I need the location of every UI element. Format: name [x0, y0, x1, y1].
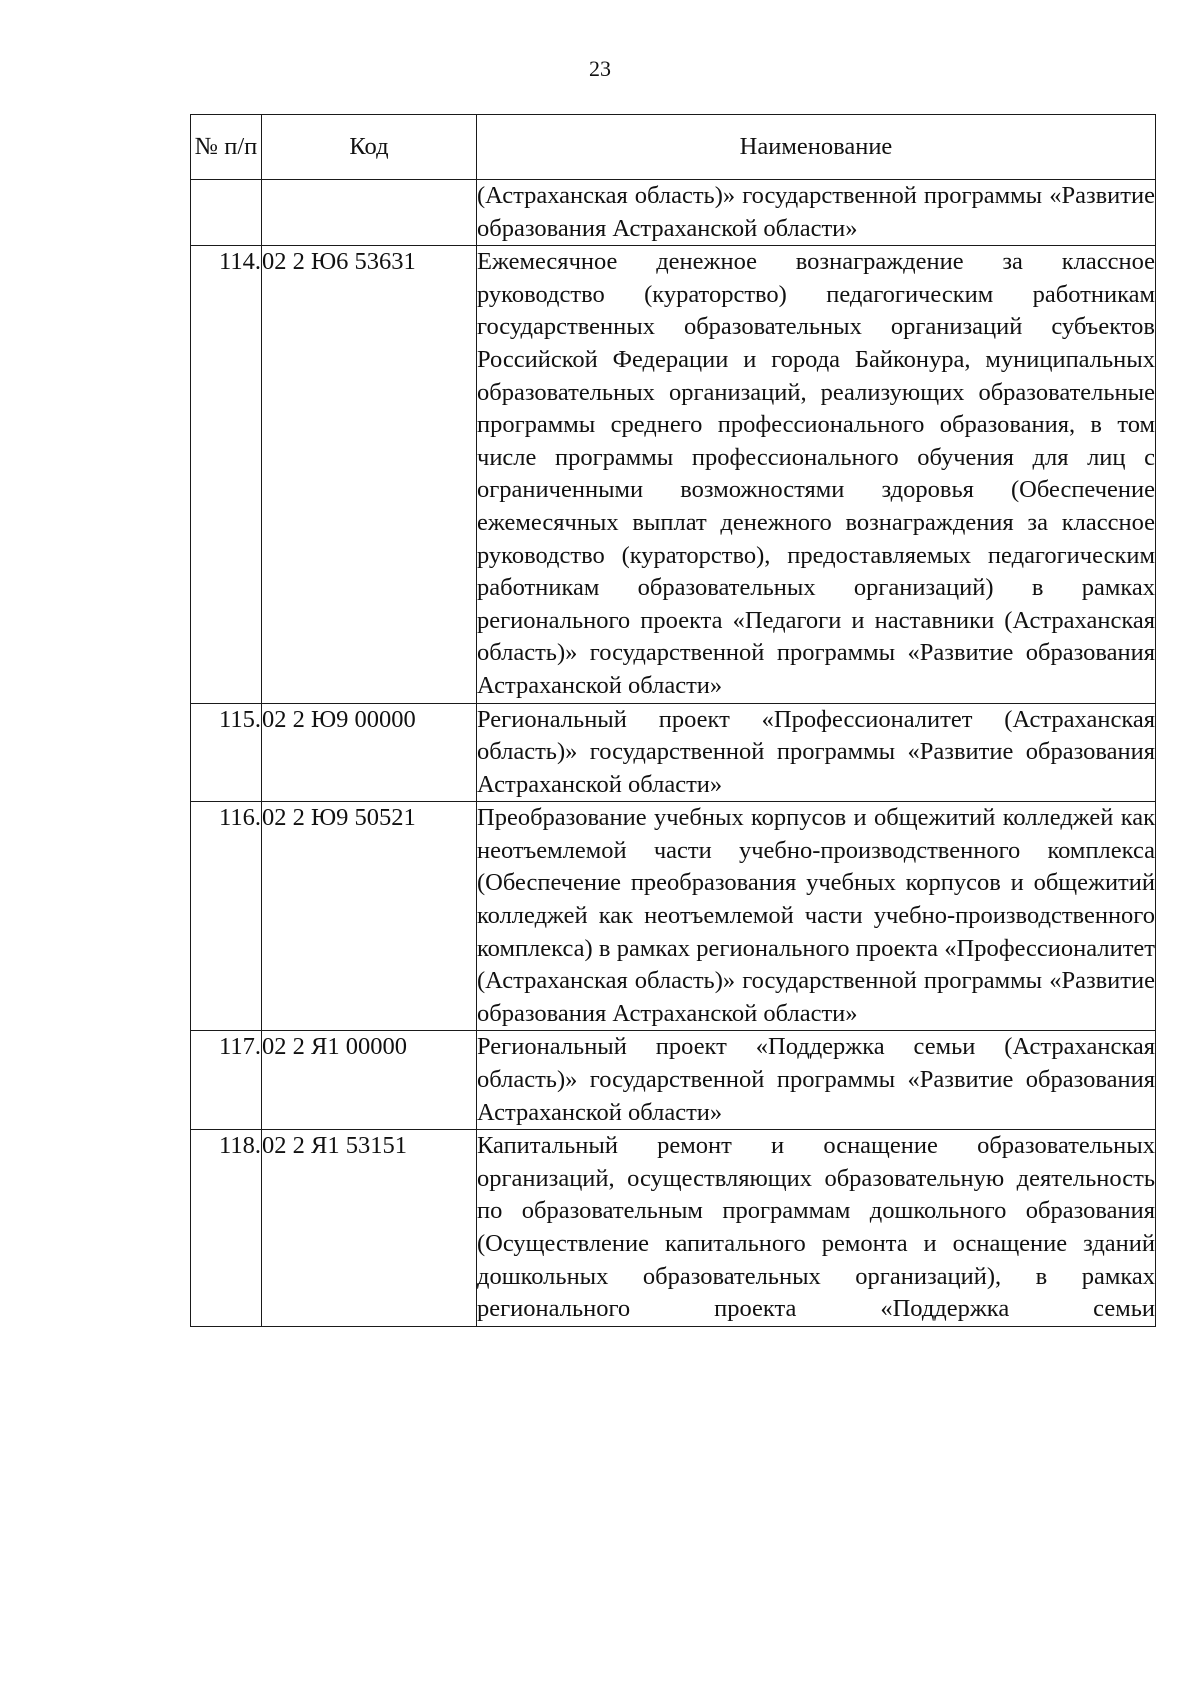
row-num [191, 180, 262, 246]
row-name: Преобразование учебных корпусов и общежитий колледжей как неотъемлемой части учебно-производственного комплекса (Обеспечение преобразования учебных корпусов и общежитий колледжей как неотъемлемой части учебно-производственного комплекса) в рамках регионального проекта «Профессионалитет (Астраханская область)» государственной программы «Развитие образования Астраханской области» [477, 802, 1156, 1031]
row-code: 02 2 Я1 00000 [262, 1031, 477, 1130]
header-name: Наименование [477, 115, 1156, 180]
row-code: 02 2 Ю6 53631 [262, 246, 477, 703]
row-code: 02 2 Ю9 50521 [262, 802, 477, 1031]
table-row [191, 703, 1156, 802]
table-row [191, 246, 1156, 703]
row-num: 116. [191, 802, 262, 1031]
table-row [191, 1031, 1156, 1130]
page-number: 23 [589, 56, 611, 81]
row-code [262, 180, 477, 246]
row-num: 117. [191, 1031, 262, 1130]
table-row [191, 802, 1156, 1031]
code-table [190, 114, 1156, 1327]
row-name: Региональный проект «Поддержка семьи (Астраханская область)» государственной программы «Развитие образования Астраханской области» [477, 1031, 1156, 1130]
row-name: Капитальный ремонт и оснащение образовательных организаций, осуществляющих образовательную деятельность по образовательным программам дошкольного образования (Осуществление капитального ремонта и оснащение зданий дошкольных образовательных организаций), в рамках регионального проекта «Поддержка семьи [477, 1130, 1156, 1327]
table-row [191, 180, 1156, 246]
table-row [191, 1130, 1156, 1327]
row-num: 118. [191, 1130, 262, 1327]
row-num: 115. [191, 703, 262, 802]
row-code: 02 2 Я1 53151 [262, 1130, 477, 1327]
row-name: Региональный проект «Профессионалитет (Астраханская область)» государственной программы «Развитие образования Астраханской области» [477, 703, 1156, 802]
table-header-row [191, 115, 1156, 180]
row-name: (Астраханская область)» государственной программы «Развитие образования Астраханской области» [477, 180, 1156, 246]
header-num: № п/п [191, 115, 262, 180]
header-code: Код [262, 115, 477, 180]
row-code: 02 2 Ю9 00000 [262, 703, 477, 802]
row-num: 114. [191, 246, 262, 703]
row-name: Ежемесячное денежное вознаграждение за классное руководство (кураторство) педагогическим работникам государственных образовательных организаций субъектов Российской Федерации и города Байконура, муниципальных образовательных организаций, реализующих образовательные программы среднего профессионального образования, в том числе программы профессионального обучения для лиц с ограниченными возможностями здоровья (Обеспечение ежемесячных выплат денежного вознаграждения за классное руководство (кураторство), предоставляемых педагогическим работникам образовательных организаций) в рамках регионального проекта «Педагоги и наставники (Астраханская область)» государственной программы «Развитие образования Астраханской области» [477, 246, 1156, 703]
